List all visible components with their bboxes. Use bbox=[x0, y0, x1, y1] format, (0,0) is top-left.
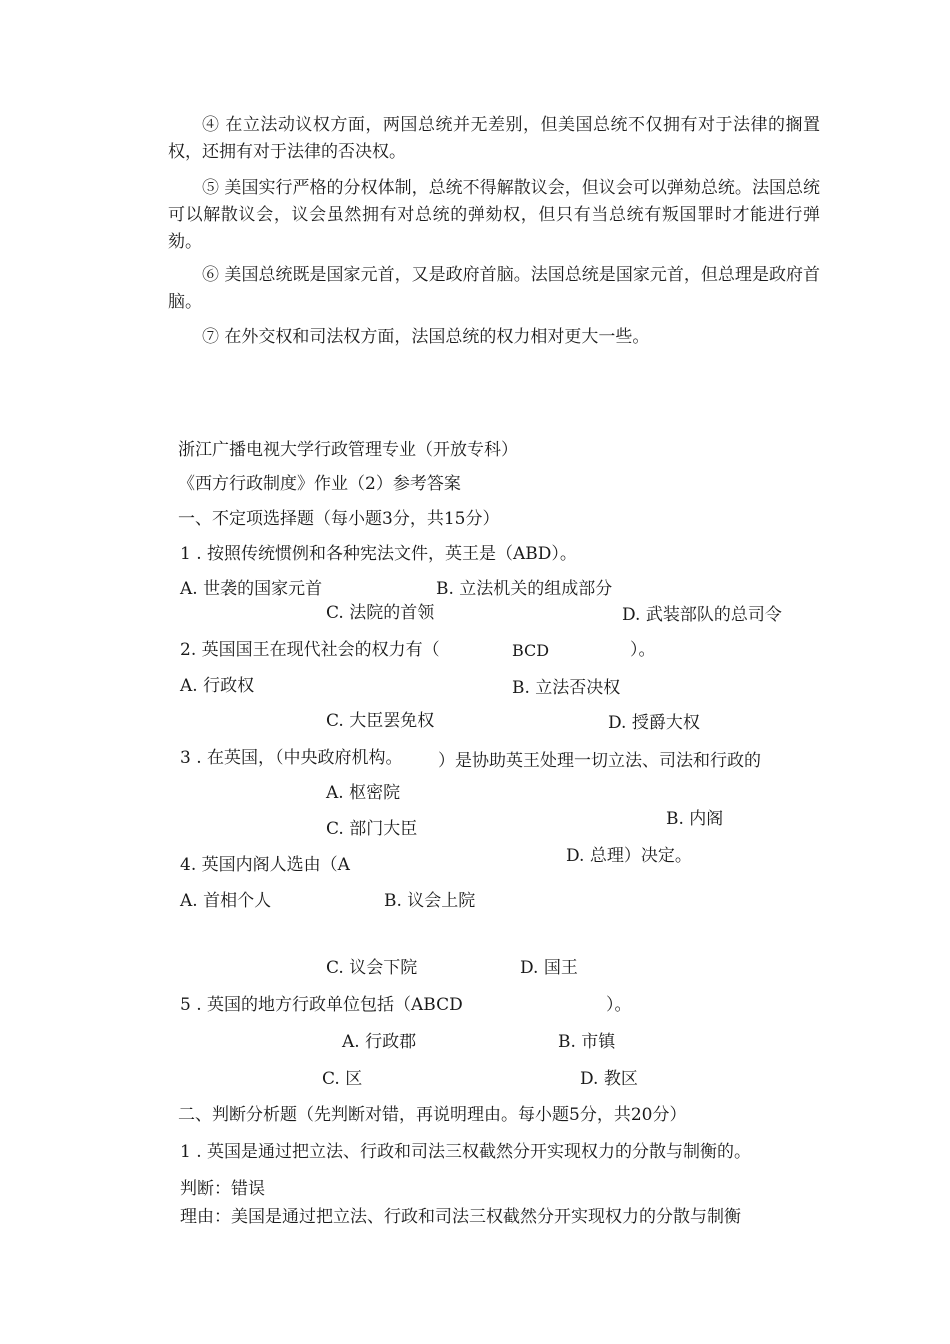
q2-stem: 2. 英国国王在现代社会的权力有（ bbox=[180, 640, 440, 660]
paragraph-7: ⑦ 在外交权和司法权方面，法国总统的权力相对更大一些。 bbox=[202, 327, 650, 347]
q1-option-c: C. 法院的首领 bbox=[326, 603, 435, 623]
q3-option-a: A. 枢密院 bbox=[326, 783, 401, 803]
q2-option-c: C. 大臣罢免权 bbox=[326, 711, 435, 731]
q5-option-a: A. 行政郡 bbox=[342, 1032, 417, 1052]
q1-option-a: A. 世袭的国家元首 bbox=[180, 579, 323, 599]
s2-q1-stem: 1 . 英国是通过把立法、行政和司法三权截然分开实现权力的分散与制衡的。 bbox=[180, 1142, 752, 1162]
s2-q1-reason: 理由：美国是通过把立法、行政和司法三权截然分开实现权力的分散与制衡 bbox=[180, 1207, 741, 1227]
q5-option-d: D. 教区 bbox=[580, 1069, 638, 1089]
q5-stem-end: ）。 bbox=[606, 995, 632, 1015]
q3-stem-b: ）是协助英王处理一切立法、司法和行政的 bbox=[438, 751, 761, 771]
course-title: 《西方行政制度》作业（2）参考答案 bbox=[178, 474, 461, 494]
q2-answer: BCD bbox=[512, 641, 550, 660]
q3-option-c: C. 部门大臣 bbox=[326, 819, 418, 839]
q5-option-b: B. 市镇 bbox=[558, 1032, 616, 1052]
q5-stem: 5 . 英国的地方行政单位包括（ABCD bbox=[180, 995, 463, 1015]
q2-option-a: A. 行政权 bbox=[180, 676, 255, 696]
q1-stem: 1 . 按照传统惯例和各种宪法文件，英王是（ABD）。 bbox=[180, 544, 577, 564]
section2-title: 二、判断分析题（先判断对错，再说明理由。每小题5分，共20分） bbox=[178, 1105, 687, 1125]
q5-option-c: C. 区 bbox=[322, 1069, 363, 1089]
paragraph-6: ⑥ 美国总统既是国家元首，又是政府首脑。法国总统是国家元首，但总理是政府首脑。 bbox=[168, 265, 820, 312]
paragraph-5: ⑤ 美国实行严格的分权体制，总统不得解散议会，但议会可以弹劾总统。法国总统可以解散议会，议会虽然拥有对总统的弹劾权，但只有当总统有叛国罪时才能进行弹劾。 bbox=[168, 178, 820, 252]
q1-option-d: D. 武装部队的总司令 bbox=[622, 605, 782, 625]
paragraph-4: ④ 在立法动议权方面，两国总统并无差别，但美国总统不仅拥有对于法律的搁置权，还拥有对于法律的否决权。 bbox=[168, 115, 820, 162]
school-header: 浙江广播电视大学行政管理专业（开放专科） bbox=[178, 440, 518, 460]
q2-option-d: D. 授爵大权 bbox=[608, 713, 700, 733]
q2-option-b: B. 立法否决权 bbox=[512, 678, 621, 698]
q3-option-b: B. 内阁 bbox=[666, 809, 724, 829]
q3-stem-a: 3 . 在英国，（中央政府机构。 bbox=[180, 748, 403, 768]
q3-option-d: D. 总理）决定。 bbox=[566, 846, 692, 866]
q2-stem-end: ）。 bbox=[630, 640, 656, 660]
q4-option-d: D. 国王 bbox=[520, 958, 578, 978]
section1-title: 一、不定项选择题（每小题3分，共15分） bbox=[178, 509, 500, 529]
s2-q1-judgment: 判断：错误 bbox=[180, 1179, 265, 1199]
q4-option-c: C. 议会下院 bbox=[326, 958, 418, 978]
q4-option-b: B. 议会上院 bbox=[384, 891, 476, 911]
q4-option-a: A. 首相个人 bbox=[180, 891, 272, 911]
q1-option-b: B. 立法机关的组成部分 bbox=[436, 579, 613, 599]
q4-stem: 4. 英国内阁人选由（A bbox=[180, 855, 350, 875]
